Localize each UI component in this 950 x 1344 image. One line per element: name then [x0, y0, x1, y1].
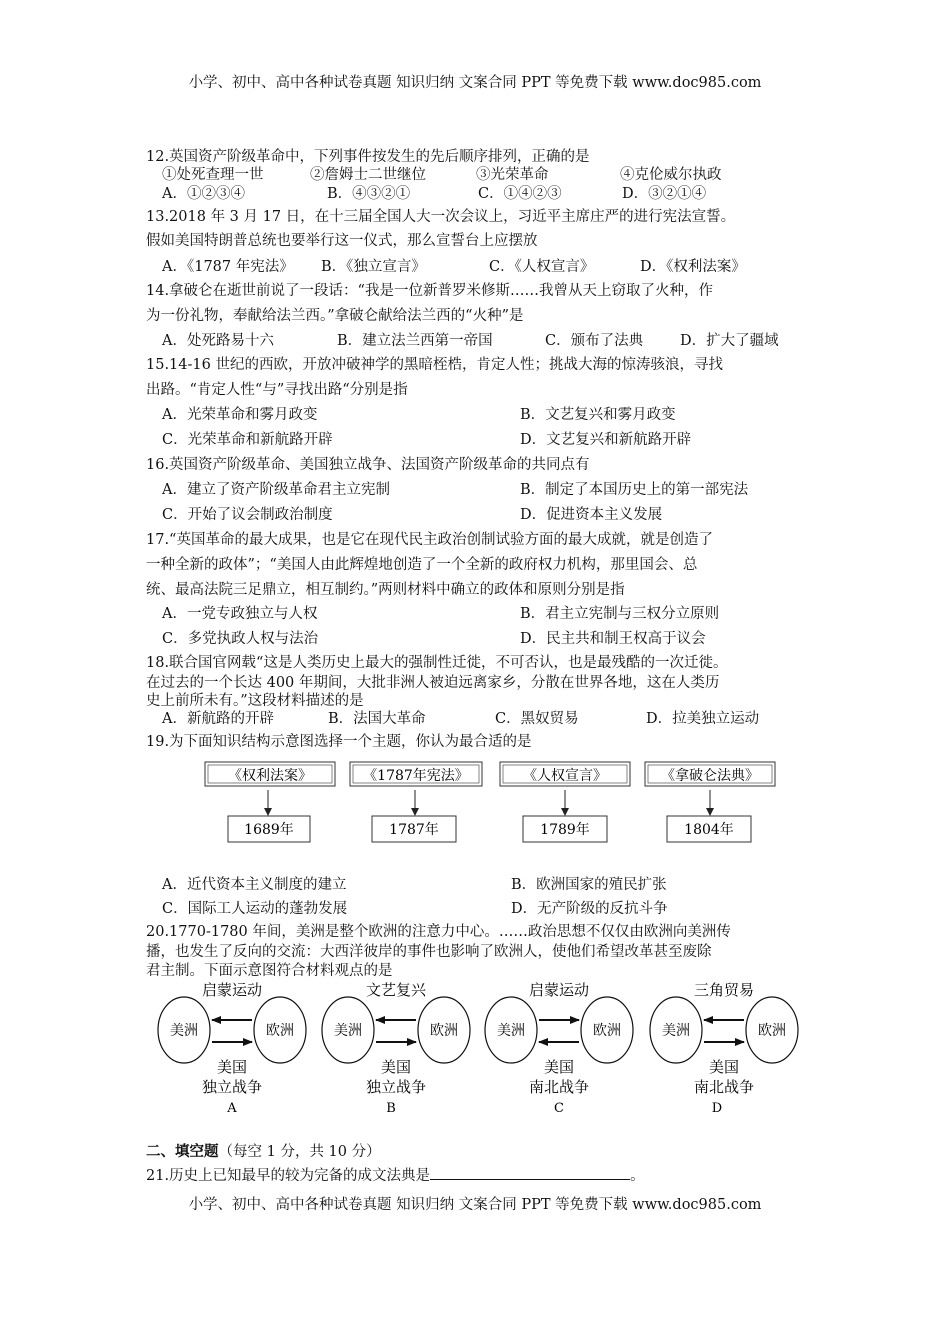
q20-diagram-b — [322, 981, 470, 1116]
q14-option-c: C．颁布了法典 — [545, 333, 644, 349]
q16-option-c: C．开始了议会制政治制度 — [162, 507, 333, 523]
q21-stem: 21.历史上已知最早的较为完备的成文法典是 — [146, 1168, 431, 1184]
section-2-note: （每空 1 分，共 10 分） — [218, 1144, 381, 1160]
q12-item: ②詹姆士二世继位 — [310, 167, 426, 183]
q12-item: ①处死查理一世 — [162, 167, 264, 183]
q20-bottom-label: 南北战争 — [528, 1078, 590, 1096]
q20-diagram-d — [650, 981, 798, 1116]
q20-diagram-a — [158, 981, 306, 1116]
q12-option-c: C．①④②③ — [478, 186, 562, 202]
q19-doc-label: 《人权宣言》 — [523, 768, 607, 784]
q20-letter: A — [227, 1101, 237, 1116]
q20-bottom-label: 独立战争 — [201, 1078, 263, 1096]
q20-left-label: 美洲 — [497, 1023, 525, 1039]
q14-option-b: B．建立法兰西第一帝国 — [337, 333, 493, 349]
q19-option-c: C．国际工人运动的蓬勃发展 — [162, 901, 348, 917]
page-header: 小学、初中、高中各种试卷真题 知识归纳 文案合同 PPT 等免费下载 www.doc985.com — [188, 75, 762, 91]
q14-option-d: D．扩大了疆域 — [680, 333, 779, 349]
q16-option-d: D．促进资本主义发展 — [520, 507, 663, 523]
q20-stem-line3: 君主制。下面示意图符合材料观点的是 — [146, 963, 393, 979]
section-2-heading — [146, 1140, 381, 1161]
q18-stem-line2: 在过去的一个长达 400 年期间，大批非洲人被迫远离家乡，分散在世界各地，这在人类历 — [146, 675, 720, 691]
q20-top-label: 启蒙运动 — [528, 981, 590, 999]
q20-bottom-label: 独立战争 — [365, 1078, 427, 1096]
q15-stem-line1: 15.14-16 世纪的西欧，开放冲破神学的黑暗桎梏，肯定人性；挑战大海的惊涛骇浪，寻找 — [146, 357, 723, 373]
q17-option-a: A．一党专政独立与人权 — [162, 606, 318, 622]
q12-option-a: A．①②③④ — [162, 186, 245, 202]
q18-option-d: D．拉美独立运动 — [646, 711, 760, 727]
q20-bottom-label: 美国 — [216, 1058, 248, 1076]
q20-top-label: 文艺复兴 — [365, 981, 427, 999]
q20-top-label: 启蒙运动 — [201, 981, 263, 999]
q16-option-b: B．制定了本国历史上的第一部宪法 — [520, 482, 749, 498]
q20-letter: D — [711, 1101, 723, 1116]
q18-option-a: A．新航路的开辟 — [162, 711, 274, 727]
q20-letter: C — [554, 1101, 564, 1116]
q20-right-label: 欧洲 — [266, 1023, 294, 1039]
q19-option-d: D．无产阶级的反抗斗争 — [511, 901, 668, 917]
q19-doc-label: 《权利法案》 — [228, 768, 312, 784]
q20-right-label: 欧洲 — [430, 1023, 458, 1039]
q15-option-b: B．文艺复兴和雾月政变 — [520, 407, 676, 423]
q12-option-d: D．③②①④ — [622, 186, 707, 202]
q20-left-label: 美洲 — [662, 1023, 690, 1039]
q21-answer-blank[interactable] — [430, 1165, 630, 1180]
q20-top-label: 三角贸易 — [693, 981, 755, 999]
q18-option-c: C．黑奴贸易 — [495, 711, 579, 727]
q21-end: 。 — [630, 1168, 645, 1184]
q13-option-c: C．《人权宣言》 — [489, 259, 595, 275]
q20-left-label: 美洲 — [170, 1023, 198, 1039]
q20-bottom-label: 南北战争 — [693, 1078, 755, 1096]
q20-stem-line1: 20.1770-1780 年间，美洲是整个欧洲的注意力中心。……政治思想不仅仅由欧洲向美洲传 — [146, 924, 731, 940]
q15-stem-line2: 出路。“肯定人性“与”寻找出路“分别是指 — [146, 382, 408, 398]
q20-bottom-label: 美国 — [708, 1058, 740, 1076]
q15-option-d: D．文艺复兴和新航路开辟 — [520, 432, 692, 448]
q20-right-label: 欧洲 — [593, 1023, 621, 1039]
q20-bottom-label: 美国 — [543, 1058, 575, 1076]
q12-option-b: B．④③②① — [327, 186, 411, 202]
q20-right-label: 欧洲 — [758, 1023, 786, 1039]
q20-stem-line2: 播，也发生了反向的交流：大西洋彼岸的事件也影响了欧洲人，使他们希望改革甚至废除 — [146, 944, 712, 960]
q21 — [146, 1164, 645, 1185]
q12-stem: 12.英国资产阶级革命中，下列事件按发生的先后顺序排列，正确的是 — [146, 149, 590, 165]
q20-diagram-c — [485, 981, 633, 1116]
q13-stem-line1: 13.2018 年 3 月 17 日，在十三届全国人大一次会议上，习近平主席庄严的进行宪法宣誓。 — [146, 209, 736, 225]
q16-stem: 16.英国资产阶级革命、美国独立战争、法国资产阶级革命的共同点有 — [146, 457, 590, 473]
q19-year-label: 1804年 — [684, 822, 734, 838]
q19-option-b: B．欧洲国家的殖民扩张 — [511, 877, 667, 893]
q15-option-a: A．光荣革命和雾月政变 — [162, 407, 318, 423]
q15-option-c: C．光荣革命和新航路开辟 — [162, 432, 333, 448]
q13-stem-line2: 假如美国特朗普总统也要举行这一仪式，那么宣誓台上应摆放 — [146, 233, 538, 249]
q12-item: ④克伦威尔执政 — [620, 167, 722, 183]
q19-option-a: A．近代资本主义制度的建立 — [162, 877, 347, 893]
q13-option-d: D．《权利法案》 — [640, 259, 746, 275]
q16-option-a: A．建立了资产阶级革命君主立宪制 — [162, 482, 390, 498]
q17-stem-line3: 统、最高法院三足鼎立，相互制约。”两则材料中确立的政体和原则分别是指 — [146, 582, 625, 598]
q20-letter: B — [386, 1101, 396, 1116]
q12-item: ③光荣革命 — [476, 167, 549, 183]
q20-bottom-label: 美国 — [380, 1058, 412, 1076]
q17-stem-line1: 17.“英国革命的最大成果，也是它在现代民主政治创制试验方面的最大成就，就是创造了 — [146, 532, 713, 548]
q17-stem-line2: 一种全新的政体”；“美国人由此辉煌地创造了一个全新的政府权力机构，那里国会、总 — [146, 557, 698, 573]
q20-left-label: 美洲 — [334, 1023, 362, 1039]
q19-stem: 19.为下面知识结构示意图选择一个主题，你认为最合适的是 — [146, 734, 532, 750]
q18-stem-line1: 18.联合国官网载“这是人类历史上最大的强制性迁徙，不可否认，也是最残酷的一次迁徙。 — [146, 655, 728, 671]
q13-option-b: B．《独立宣言》 — [321, 259, 426, 275]
q17-option-d: D．民主共和制王权高于议会 — [520, 631, 706, 647]
page-footer: 小学、初中、高中各种试卷真题 知识归纳 文案合同 PPT 等免费下载 www.doc985.com — [188, 1197, 762, 1213]
q19-year-label: 1689年 — [244, 822, 294, 838]
q13-option-a: A．《1787 年宪法》 — [162, 259, 294, 275]
q14-stem-line1: 14.拿破仑在逝世前说了一段话：“我是一位新普罗米修斯……我曾从天上窃取了火种，作 — [146, 283, 713, 299]
q19-year-label: 1789年 — [540, 822, 590, 838]
section-2-title: 二、填空题 — [146, 1143, 219, 1160]
q19-year-label: 1787年 — [389, 822, 439, 838]
q17-option-c: C．多党执政人权与法治 — [162, 631, 319, 647]
q14-stem-line2: 为一份礼物，奉献给法兰西。”拿破仑献给法兰西的“火种”是 — [146, 308, 524, 324]
q17-option-b: B．君主立宪制与三权分立原则 — [520, 606, 720, 622]
q19-doc-label: 《1787年宪法》 — [363, 768, 469, 784]
q19-doc-label: 《拿破仑法典》 — [661, 768, 759, 784]
q18-stem-line3: 史上前所未有。”这段材料描述的是 — [146, 693, 364, 709]
q18-option-b: B．法国大革命 — [328, 711, 426, 727]
q14-option-a: A．处死路易十六 — [162, 333, 274, 349]
